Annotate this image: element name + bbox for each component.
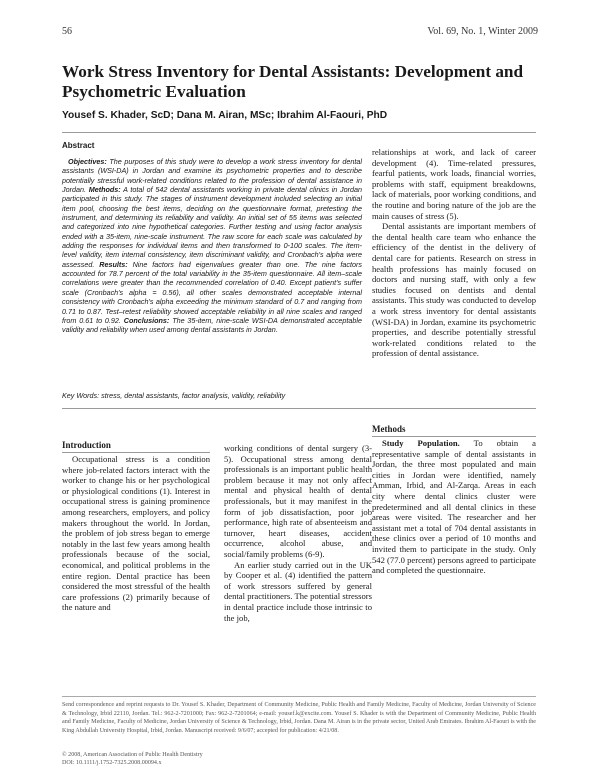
intro-paragraph-2: working conditions of dental surgery (3-5). Occupational stress among dental professionals is an important public health problem because it may not only affect mental and physical health of dental professionals, but it may manifest in the form of job dissatisfaction, poor job performance, high rate of absenteeism and turnover, heart diseases, accident occurrence, alcohol abuse, and social/family problems (6-9). bbox=[224, 443, 372, 559]
introduction-rule bbox=[62, 452, 210, 453]
right-column-top bbox=[372, 147, 536, 359]
copyright-line: © 2008, American Association of Public Health Dentistry bbox=[62, 752, 203, 758]
article-title: Work Stress Inventory for Dental Assistants: Development and Psychometric Evaluation bbox=[62, 62, 524, 101]
intro-column-2 bbox=[224, 443, 372, 623]
methods-label: Methods: bbox=[88, 185, 121, 195]
footnote-rule bbox=[62, 696, 536, 697]
study-population-label: Study Population. bbox=[382, 438, 460, 448]
correspondence-footnote: Send correspondence and reprint requests to Dr. Yousef S. Khader, Department of Community Medicine, Public Health and Family Medicine, Faculty of Medicine, Jordan University of Science & Technology, Irbid 22110, Jordan. Tel.: 962-2-7201000; Fax: 962-2-7201064; e-mail: yousef.k@excite.com. Yousef S. Khader is with the Department of Community Medicine, Public Health and Family Medicine, Faculty of Medicine, Jordan University of Science & Technology, Irbid, Jordan. Dana M. Airan is in the private sector, United Arab Emirates. Ibrahim Al-Faouri is with the King Abdullah University Hospital, Irbid, Jordan. Manuscript received: 9/6/07; accepted for publication: 4/21/08. bbox=[62, 702, 536, 734]
page-number: 56 bbox=[62, 26, 72, 37]
divider-top bbox=[62, 132, 536, 133]
intro-paragraph-1: Occupational stress is a condition where job-related factors interact with the worker to change his or her psychological or physiological conditions (1). Interest in occupational stress is gaining prominence among researchers, employers, and policy makers throughout the world. In Jordan, the problem of job stress began to emerge notably in the last few years among health professionals because of the social, economical, and political problems in the entire region. Dental practice has been considered the most stressful of the health care professions (2) primarily because of the nature and bbox=[62, 454, 210, 613]
intro-column-1 bbox=[62, 454, 210, 613]
objectives-text: The purposes of this study were to develop a work stress inventory for dental assistants (WSI-DA) in Jordan and examine its psychometric properties and to describe potentially stressful work-related conditions related to the profession of dental assistance in Jordan. bbox=[62, 157, 362, 195]
right-paragraph-2: Dental assistants are important members of the dental health care team who enhance the efficiency of the dentist in the delivery of dental care for patients. Research on stress in health professions has mainly focused on doctors and nursing staff, with only a few studies focused on dentists and dental assistants. This study was conducted to develop a work stress inventory for dental assistants (WSI-DA) in Jordan, examine its psychometric properties, and describe potentially stressful work-related conditions related to the profession of dental assistance. bbox=[372, 221, 536, 359]
abstract-body bbox=[62, 157, 362, 335]
methods-text: A total of 542 dental assistants working in private dental clinics in Jordan participated in this study. The stages of instrument development included selecting an initial item pool, choosing the best items, deciding on the questionnaire format, pretesting the instrument, and determining its reliability and validity. An initial set of 55 items was selected and categorized into nine hypothetical categories. Further testing and using factor analysis ended with a 35-item, nine-scale instrument. The raw score for each scale was calculated by adding the responses for individual items and then transformed to 0-100 scales. The item-level validity, item internal consistency, item discriminant validity, and Cronbach's alpha were assessed. bbox=[62, 185, 362, 269]
journal-info: Vol. 69, No. 1, Winter 2009 bbox=[427, 26, 538, 37]
results-text: Nine factors had eigenvalues greater than one. The nine factors accounted for 78.7 percent of the total variability in the 35-item questionnaire. All item–scale correlations were greater than the recommended correlation of 0.40. Except patient's suffer scale (Cronbach's alpha = 0.56), all other scales demonstrated acceptable internal consistency with Cronbach's alpha exceeding the minimum standard of 0.7 and ranging from 0.71 to 0.87. Test–retest reliability showed acceptable reliability in all nine scales and ranged from 0.61 to 0.92. bbox=[62, 259, 362, 325]
author-list: Yousef S. Khader, ScD; Dana M. Airan, MSc; Ibrahim Al-Faouri, PhD bbox=[62, 110, 388, 121]
conclusions-label: Conclusions: bbox=[123, 315, 170, 325]
keywords: Key Words: stress, dental assistants, factor analysis, validity, reliability bbox=[62, 391, 286, 400]
conclusions-text: The 35-item, nine-scale WSI-DA demonstrated acceptable validity and reliability when used among dental assistants in Jordan. bbox=[62, 315, 362, 335]
abstract-heading: Abstract bbox=[62, 141, 95, 150]
study-population-text: To obtain a representative sample of dental assistants in Jordan, the three most populated and main cities in Jordan were identified, namely Amman, Irbid, and Al-Zarqa. Areas in each city where dental clinics cluster were predetermined and all dental clinics in these areas were visited. The researcher and her assistant met a total of 704 dental assistants in these clinics over a period of 10 months and invited them to participate in the study. Only 542 (77.0 percent) persons agreed to participate and completed the questionnaire. bbox=[372, 438, 536, 576]
right-paragraph-1: relationships at work, and lack of career development (4). Time-related pressures, fearful patients, work loads, financial worries, problems with staff, equipment breakdowns, lack of materials, poor working conditions, and the routine and boring nature of the job are the main causes of stress (5). bbox=[372, 147, 536, 221]
methods-rule bbox=[372, 436, 536, 437]
results-label: Results: bbox=[99, 259, 128, 269]
divider-abstract-bottom bbox=[62, 408, 536, 409]
doi-line: DOI: 10.1111/j.1752-7325.2008.00094.x bbox=[62, 760, 162, 767]
introduction-heading: Introduction bbox=[62, 440, 111, 450]
methods-heading: Methods bbox=[372, 424, 406, 434]
study-population-paragraph bbox=[372, 438, 536, 576]
right-column-methods bbox=[372, 438, 536, 576]
objectives-label: Objectives: bbox=[68, 157, 107, 166]
copyright-block bbox=[62, 751, 203, 768]
intro-paragraph-3: An earlier study carried out in the UK by Cooper et al. (4) identified the pattern of work stressors suffered by general dental practitioners. The potential stressors in dental practice include those intrinsic to the job, bbox=[224, 559, 372, 623]
